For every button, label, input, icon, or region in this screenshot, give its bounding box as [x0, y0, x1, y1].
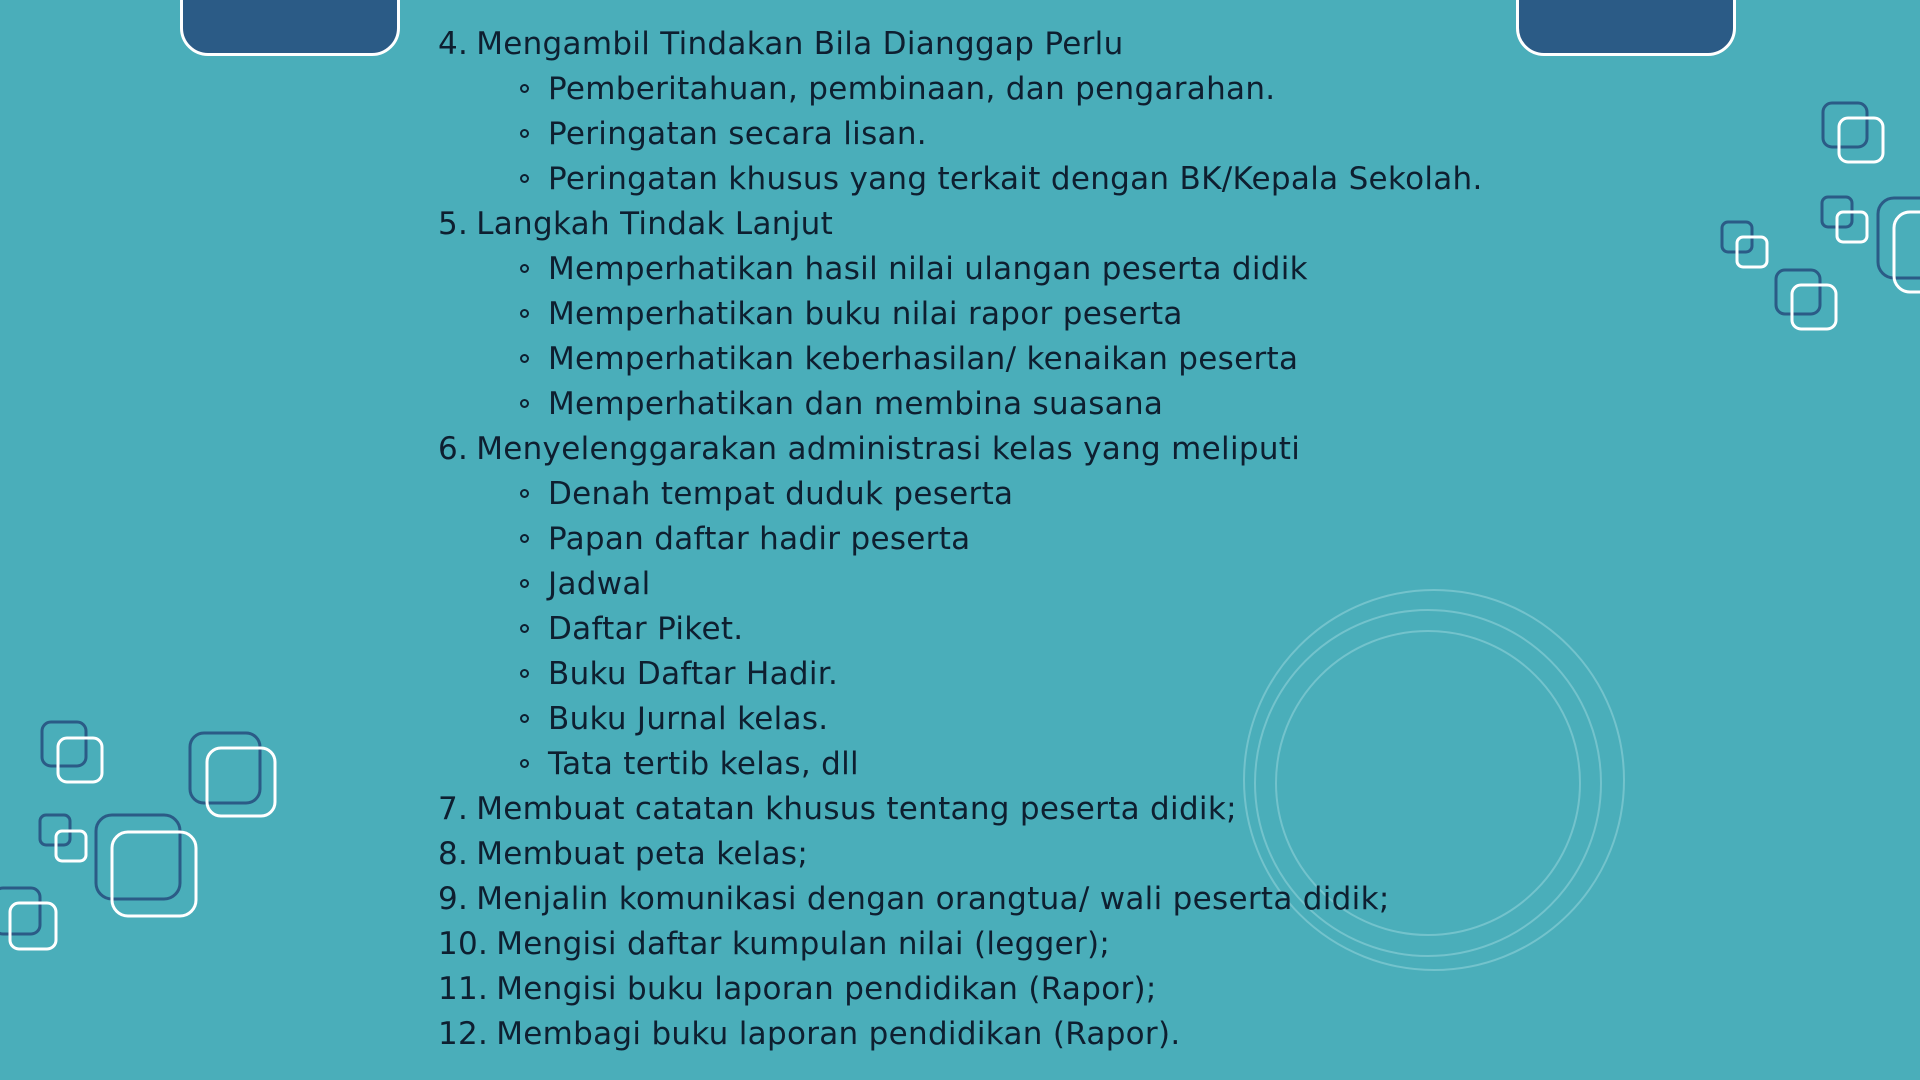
- numbered-item: [438, 832, 1678, 877]
- sub-item-text: Tata tertib kelas, dll: [548, 746, 859, 782]
- numbered-item: [438, 1012, 1678, 1057]
- right-squares-decoration: [1722, 103, 1920, 329]
- sub-item-text: Memperhatikan dan membina suasana: [548, 386, 1164, 422]
- circle-bullet-icon: [520, 399, 529, 408]
- sub-list-item: [438, 247, 1678, 292]
- sub-list-item: [438, 742, 1678, 787]
- item-text: Mengisi buku laporan pendidikan (Rapor);: [496, 971, 1157, 1007]
- circle-bullet-icon: [520, 489, 529, 498]
- sub-item-text: Buku Jurnal kelas.: [548, 701, 829, 737]
- sub-item-text: Jadwal: [548, 566, 651, 602]
- sub-list-item: [438, 157, 1678, 202]
- sub-item-text: Peringatan secara lisan.: [548, 116, 927, 152]
- item-number: 8.: [438, 836, 469, 872]
- sub-item-text: Pemberitahuan, pembinaan, dan pengarahan.: [548, 71, 1276, 107]
- sub-item-text: Denah tempat duduk peserta: [548, 476, 1014, 512]
- circle-bullet-icon: [520, 264, 529, 273]
- sub-list-item: [438, 472, 1678, 517]
- sub-list-item: [438, 112, 1678, 157]
- numbered-item: [438, 922, 1678, 967]
- circle-bullet-icon: [520, 669, 529, 678]
- sub-list-item: [438, 337, 1678, 382]
- item-number: 7.: [438, 791, 469, 827]
- sub-item-text: Peringatan khusus yang terkait dengan BK/Kepala Sekolah.: [548, 161, 1483, 197]
- numbered-item: [438, 22, 1678, 67]
- main-content-list: [438, 22, 1678, 1057]
- circle-bullet-icon: [520, 579, 529, 588]
- top-left-tab-decoration: [180, 0, 400, 56]
- circle-bullet-icon: [520, 309, 529, 318]
- left-squares-decoration: [0, 722, 275, 949]
- sub-list-item: [438, 382, 1678, 427]
- circle-bullet-icon: [520, 714, 529, 723]
- item-text: Menjalin komunikasi dengan orangtua/ wali peserta didik;: [476, 881, 1390, 917]
- circle-bullet-icon: [520, 534, 529, 543]
- sub-item-text: Memperhatikan hasil nilai ulangan peserta didik: [548, 251, 1308, 287]
- numbered-item: [438, 427, 1678, 472]
- sub-list-item: [438, 607, 1678, 652]
- circle-bullet-icon: [520, 174, 529, 183]
- item-number: 10.: [438, 926, 489, 962]
- item-text: Mengambil Tindakan Bila Dianggap Perlu: [476, 26, 1124, 62]
- sub-list-item: [438, 562, 1678, 607]
- sub-item-text: Memperhatikan buku nilai rapor peserta: [548, 296, 1183, 332]
- item-number: 5.: [438, 206, 469, 242]
- sub-list-item: [438, 292, 1678, 337]
- circle-bullet-icon: [520, 759, 529, 768]
- circle-bullet-icon: [520, 84, 529, 93]
- sub-item-text: Buku Daftar Hadir.: [548, 656, 839, 692]
- numbered-item: [438, 202, 1678, 247]
- item-number: 12.: [438, 1016, 489, 1052]
- sub-list-item: [438, 67, 1678, 112]
- item-text: Langkah Tindak Lanjut: [476, 206, 834, 242]
- sub-list-item: [438, 697, 1678, 742]
- sub-list-item: [438, 652, 1678, 697]
- numbered-item: [438, 877, 1678, 922]
- sub-item-text: Daftar Piket.: [548, 611, 744, 647]
- item-number: 11.: [438, 971, 489, 1007]
- circle-bullet-icon: [520, 354, 529, 363]
- item-text: Membuat peta kelas;: [476, 836, 809, 872]
- numbered-item: [438, 787, 1678, 832]
- circle-bullet-icon: [520, 624, 529, 633]
- item-number: 4.: [438, 26, 469, 62]
- sub-list-item: [438, 517, 1678, 562]
- sub-item-text: Papan daftar hadir peserta: [548, 521, 971, 557]
- item-text: Membuat catatan khusus tentang peserta didik;: [476, 791, 1237, 827]
- circle-bullet-icon: [520, 129, 529, 138]
- item-number: 6.: [438, 431, 469, 467]
- item-number: 9.: [438, 881, 469, 917]
- item-text: Menyelenggarakan administrasi kelas yang meliputi: [476, 431, 1301, 467]
- sub-item-text: Memperhatikan keberhasilan/ kenaikan peserta: [548, 341, 1299, 377]
- numbered-item: [438, 967, 1678, 1012]
- item-text: Mengisi daftar kumpulan nilai (legger);: [496, 926, 1111, 962]
- item-text: Membagi buku laporan pendidikan (Rapor).: [496, 1016, 1181, 1052]
